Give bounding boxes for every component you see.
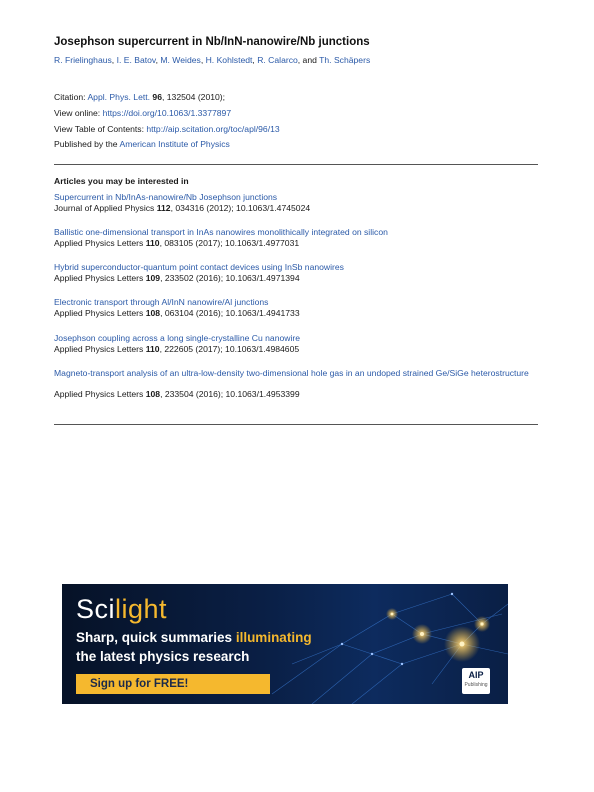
author-link[interactable]: R. Frielinghaus [54,55,112,65]
view-online-label: View online: [54,108,103,118]
related-article-citation: Applied Physics Letters 108, 233504 (2016); 10.1063/1.4953399 [54,389,300,399]
doi-link[interactable]: https://doi.org/10.1063/1.3377897 [102,108,232,118]
related-article-link[interactable]: Electronic transport through Al/InN nanowire/Al junctions [54,297,269,307]
related-article-link[interactable]: Magneto-transport analysis of an ultra-low-density two-dimensional hole gas in an undoped strained Ge/SiGe heterostructure [54,368,529,378]
author-separator: , and [297,55,320,65]
citation-line [54,92,225,102]
related-article-citation: Journal of Applied Physics 112, 034316 (2012); 10.1063/1.4745024 [54,203,311,213]
author-link[interactable]: R. Calarco [257,55,298,65]
publisher-link[interactable]: American Institute of Physics [119,139,230,149]
related-heading: Articles you may be interested in [54,176,189,186]
related-article-citation: Applied Physics Letters 109, 233502 (2016); 10.1063/1.4971394 [54,273,300,283]
author-link[interactable]: H. Kohlstedt [205,55,253,65]
toc-link[interactable]: http://aip.scitation.org/toc/apl/96/13 [146,124,280,134]
author-link[interactable]: I. E. Batov [116,55,156,65]
author-separator: , [252,55,258,65]
article-title: Josephson supercurrent in Nb/InN-nanowire/Nb junctions [54,36,370,48]
banner-tagline-line2: the latest physics research [76,649,250,664]
aip-publishing-logo: AIP Publishing [462,668,490,694]
bottom-divider [54,424,538,425]
citation-volume: 96 [152,92,162,102]
view-online-line [54,108,231,118]
top-divider [54,164,538,165]
related-article-citation: Applied Physics Letters 110, 222605 (2017); 10.1063/1.4984605 [54,344,300,354]
scilight-banner[interactable] [62,584,508,704]
related-article-link[interactable]: Ballistic one-dimensional transport in InAs nanowires monolithically integrated on silicon [54,227,388,237]
publisher-line [54,139,230,149]
author-list [54,55,370,65]
banner-tagline-line1: Sharp, quick summaries illuminating [76,630,312,645]
author-separator: , [111,55,117,65]
signup-button[interactable]: Sign up for FREE! [76,674,270,694]
citation-journal-link[interactable]: Appl. Phys. Lett. [87,92,151,102]
author-separator: , [155,55,161,65]
publisher-label: Published by the [54,139,120,149]
related-article-link[interactable]: Hybrid superconductor-quantum point contact devices using InSb nanowires [54,262,344,272]
citation-rest: , 132504 (2010); [161,92,226,102]
related-article-citation: Applied Physics Letters 108, 063104 (2016); 10.1063/1.4941733 [54,308,300,318]
related-article-citation: Applied Physics Letters 110, 083105 (2017); 10.1063/1.4977031 [54,238,300,248]
author-link[interactable]: Th. Schäpers [319,55,371,65]
related-article-link[interactable]: Josephson coupling across a long single-crystalline Cu nanowire [54,333,301,343]
related-article-link[interactable]: Supercurrent in Nb/InAs-nanowire/Nb Josephson junctions [54,192,278,202]
scilight-logo: Scilight [76,594,168,624]
citation-label: Citation: [54,92,88,102]
toc-label: View Table of Contents: [54,124,147,134]
author-link[interactable]: M. Weides [160,55,201,65]
toc-line [54,124,280,134]
author-separator: , [200,55,206,65]
